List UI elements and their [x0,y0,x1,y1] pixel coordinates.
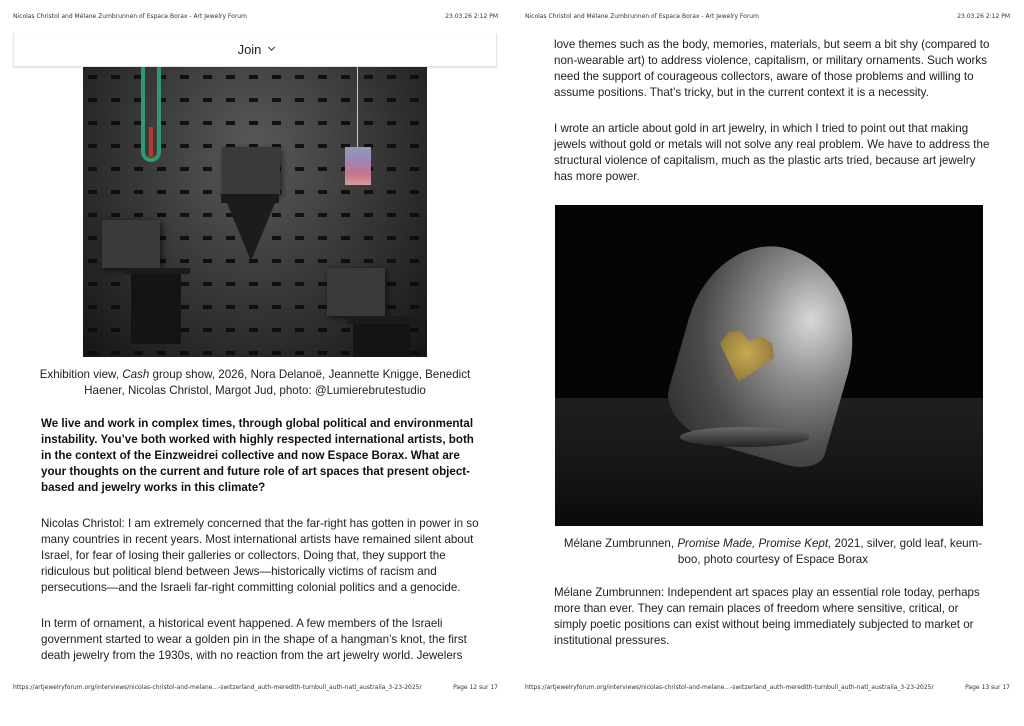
join-button[interactable]: Join [237,42,262,57]
interview-question: We live and work in complex times, through global political and environmental instability. You’ve both worked with highly respected international artists, both in the context of the Einzweidrei collective and now Espace Borax. What are your thoughts on the current and future role of art spaces that present object-based and jewelry works in this climate? [41,417,474,494]
display-shelf [221,194,279,203]
shelf-support [353,324,411,357]
caption-work-title: Cash [122,368,150,381]
caption-prefix: Mélane Zumbrunnen, [563,537,678,550]
continued-paragraph: love themes such as the body, memories, materials, but seem a bit shy (compared to non-wearable art) to address violence, capitalism, or military ornaments. Such works need the support of courageous collectors, aware of those problems and willing to assume positions. That’s tricky, but in the current context it is a necessity. [554,38,990,99]
caption-prefix: Exhibition view, [39,368,123,381]
gold-article-paragraph: I wrote an article about gold in art jewelry, in which I tried to point out that making jewels without gold or metals will not solve any real problem. We have to address the structural violence of capitalism, much as the plastic arts tried, because art jewelry has more power. [554,122,990,183]
caption-suffix: group show, 2026, Nora Delanoë, Jeannette Knigge, Benedict Haener, Nicolas Christol, Margot Jud, photo: @Lumierebrutestudio [84,368,471,397]
display-box [102,220,160,268]
answer-nicolas-christol: Nicolas Christol: I am extremely concerned that the far-right has gotten in power in so many countries in recent years. Most international artists have remained silent about Israel, for fear of losing their galleries or collectors. Doing that, they support the ridiculous but political blend between Jews—historically victims of racism and persecutions—and the Israeli far-right committing colonial politics and a genocide. [41,517,479,594]
print-footer [525,684,1010,694]
print-header-title: Nicolas Christol and Mélane Zumbrunnen of Espace Borax - Art Jewelry Forum [13,13,247,20]
print-header [13,13,498,23]
print-footer [13,684,498,694]
ring-image-caption [558,536,988,568]
exhibition-view-image [83,67,427,357]
page-number: Page 12 sur 17 [453,684,498,691]
display-box [222,147,280,195]
print-header [525,13,1010,23]
ring-base [680,427,810,447]
display-box [327,268,385,316]
pendant-chain [357,67,358,149]
print-header-datetime: 23.03.26 2:12 PM [445,13,498,20]
green-bead-necklace [141,67,161,162]
display-shelf [347,316,417,324]
promise-made-ring-image [555,205,983,526]
fringe-pendant [345,147,371,185]
answer-melane-zumbrunnen: Mélane Zumbrunnen: Independent art spaces play an essential role today, perhaps more than ever. They can remain places of freedom where sensitive, critical, or simply poetic positions can exist without being immediately subjected to market or institutional pressures. [554,586,980,647]
exhibition-image-caption [36,367,474,399]
shelf-support [131,274,181,344]
chevron-down-icon[interactable] [269,44,276,51]
caption-work-title: Promise Made, Promise Kept, [677,537,832,550]
caption-suffix: 2021, silver, gold leaf, keum-boo, photo courtesy of Espace Borax [677,537,983,566]
print-page-right [512,0,1024,726]
shelf-bracket [227,203,275,261]
print-header-datetime: 23.03.26 2:12 PM [957,13,1010,20]
page-number: Page 13 sur 17 [965,684,1010,691]
print-footer-url: https://artjewelryforum.org/interviews/nicolas-christol-and-melane...-switzerland_auth-meredith-turnbull_auth-natl_australia_3-23-2025/ [13,684,422,691]
print-header-title: Nicolas Christol and Mélane Zumbrunnen of Espace Borax - Art Jewelry Forum [525,13,759,20]
answer-ornament-paragraph: In term of ornament, a historical event happened. A few members of the Israeli government started to wear a golden pin in the shape of a hangman’s knot, the first death jewelry from the 1930s, with no reaction from the art jewelry world. Jewelers [41,617,467,662]
join-menu-bar [13,33,497,67]
print-footer-url: https://artjewelryforum.org/interviews/nicolas-christol-and-melane...-switzerland_auth-meredith-turnbull_auth-natl_australia_3-23-2025/ [525,684,934,691]
